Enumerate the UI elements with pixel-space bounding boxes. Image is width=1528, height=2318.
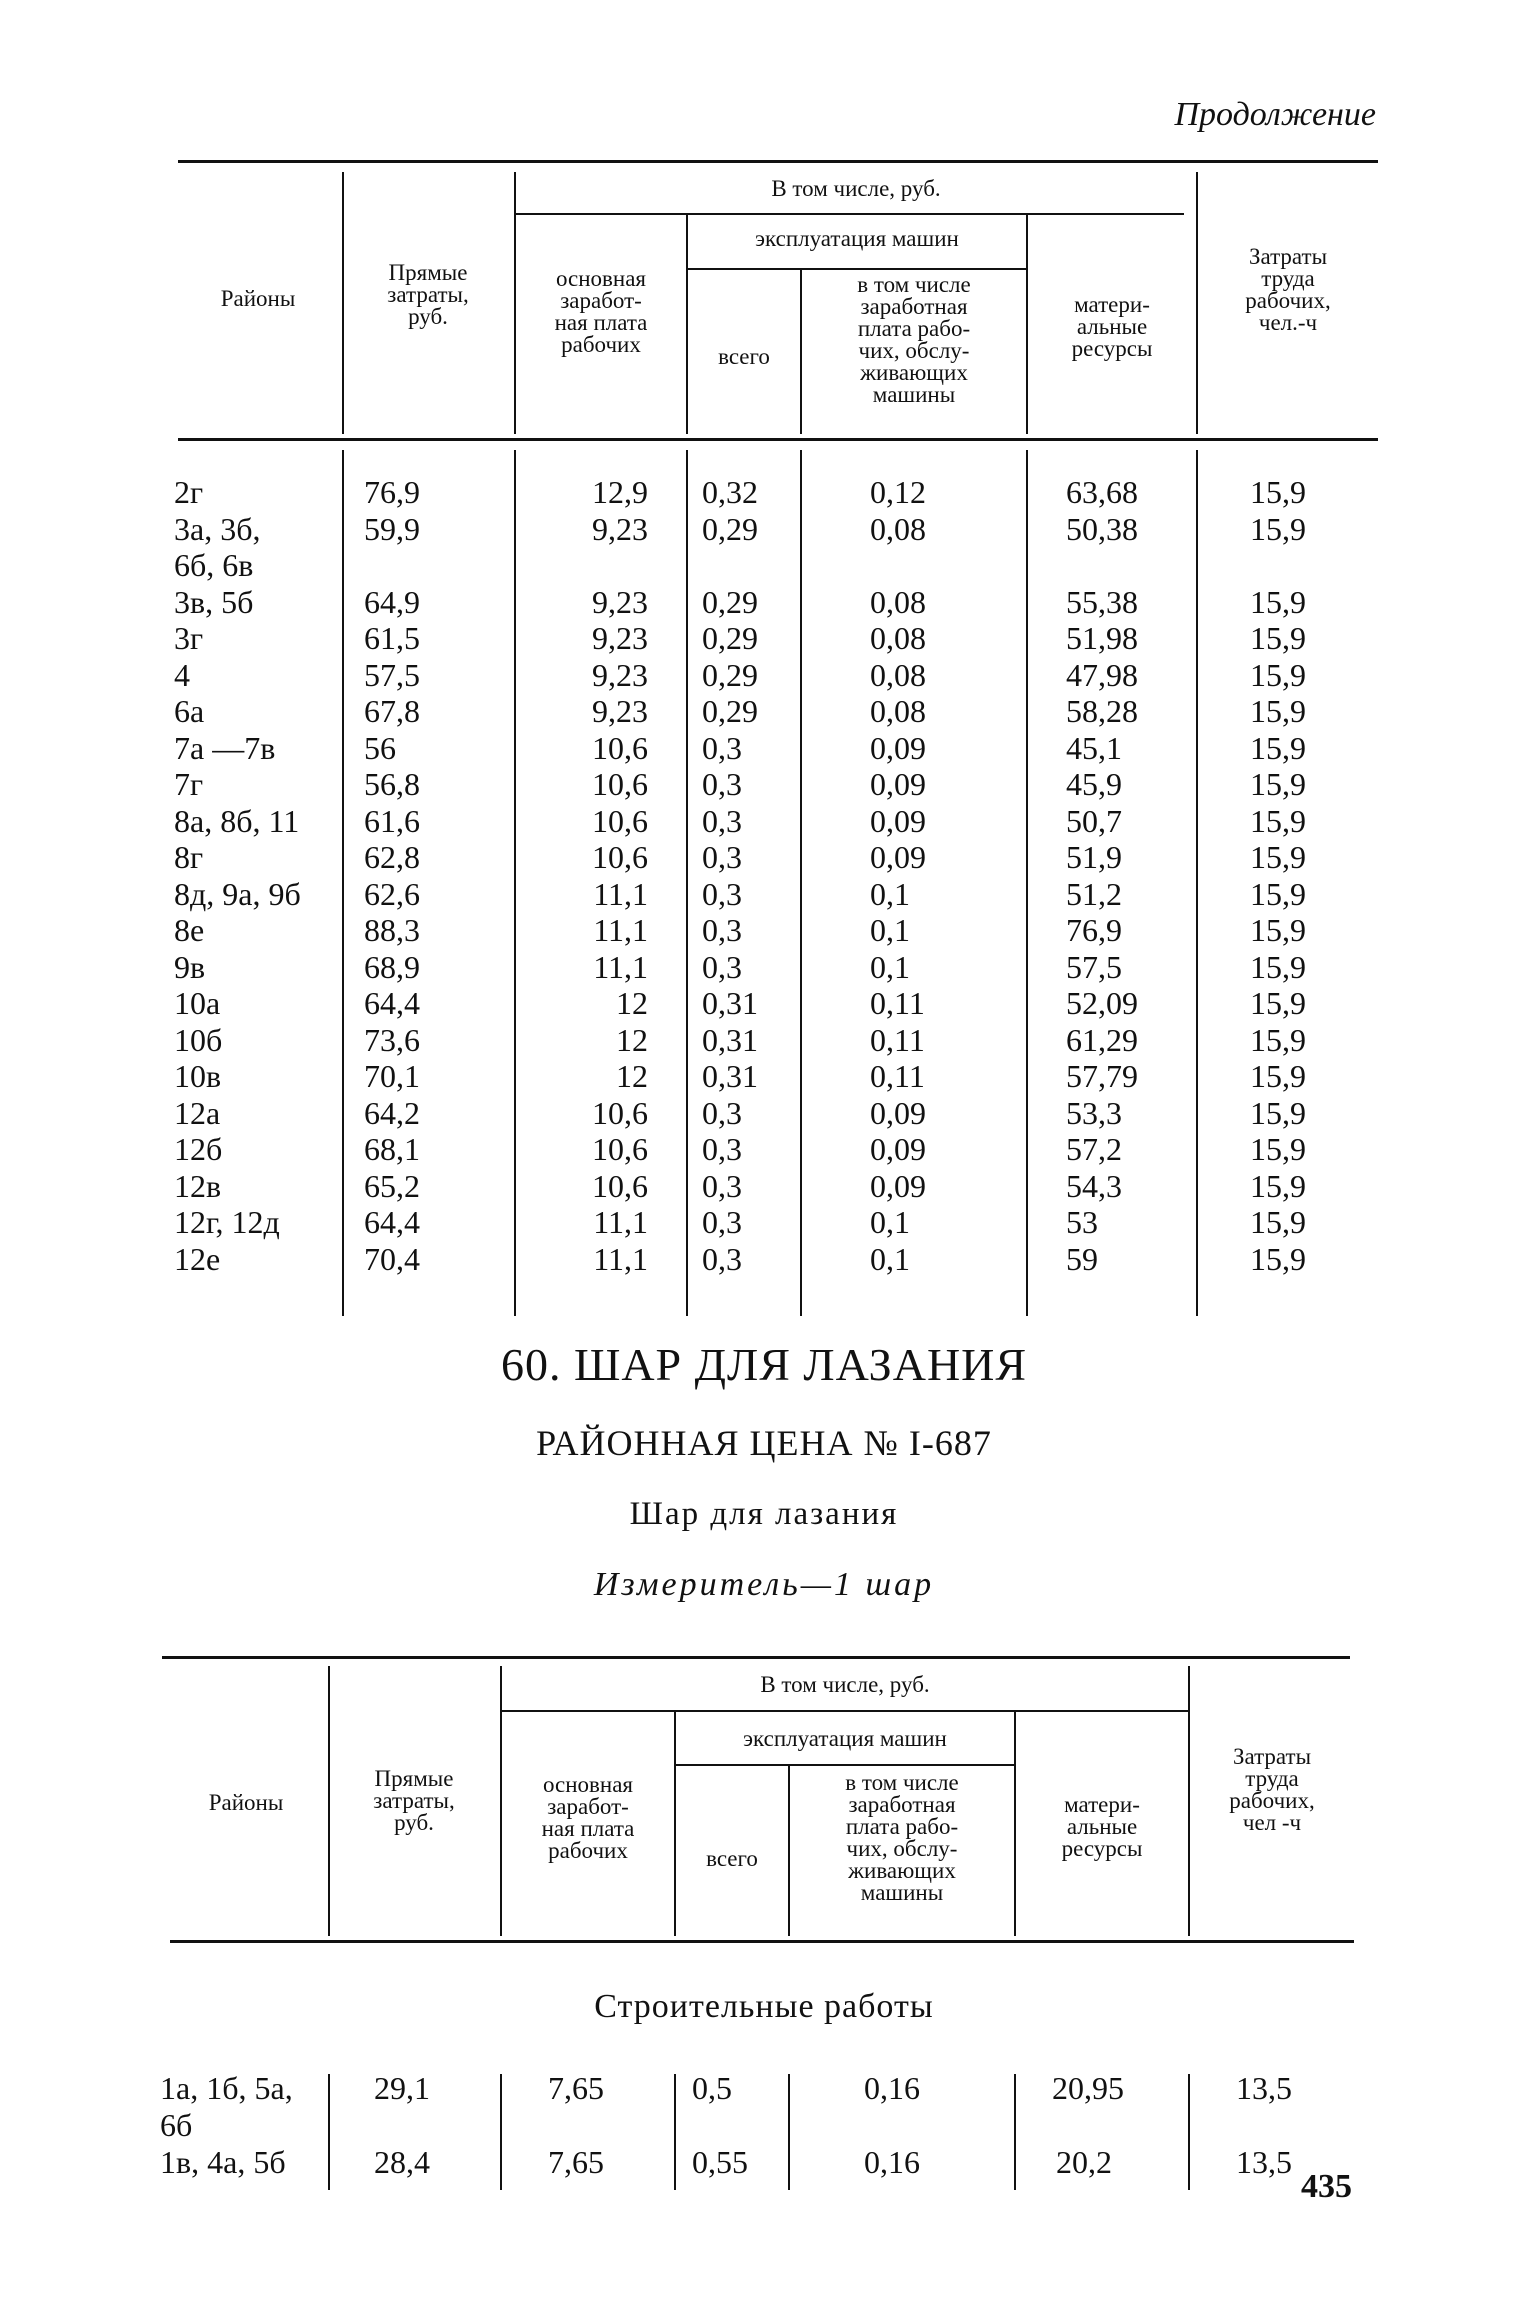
table-cell-machines-wage: 0,08 <box>870 583 926 620</box>
header-v-tom-chisle <box>516 178 1196 200</box>
table-cell-materials: 51,9 <box>1066 839 1122 875</box>
t2-header-materialnye <box>1016 1794 1188 1860</box>
t2-header-osnovnaya <box>502 1774 674 1862</box>
table-cell-machines-total: 0,31 <box>702 1021 758 1058</box>
section-title: 60. ШАР ДЛЯ ЛАЗАНИЯ <box>500 1339 1028 1390</box>
table-cell-labor: 15,9 <box>1250 1240 1306 1277</box>
table-cell-machines-total: 0,3 <box>702 802 742 839</box>
table-cell-direct: 61,5 <box>364 620 420 656</box>
table-cell-direct: 57,5 <box>364 656 420 693</box>
table-cell-wage: 9,23 <box>592 583 648 620</box>
t1-bv2 <box>514 450 516 1316</box>
t2-region-line: 6б <box>160 2107 193 2143</box>
table-cell-wage: 10,6 <box>592 1167 648 1204</box>
header-line: чих, обслу- <box>858 338 970 363</box>
table-cell-machines-wage: 0,09 <box>870 729 926 766</box>
table1-col-region <box>174 474 340 1277</box>
table-cell-direct: 73,6 <box>364 1021 420 1058</box>
header-pryamye <box>344 262 512 328</box>
t1-bv1 <box>342 450 344 1316</box>
header-line: живающих <box>860 360 968 385</box>
header-line: плата рабо- <box>857 316 971 341</box>
table-cell-region: 4 <box>174 656 190 693</box>
table-cell-machines-total: 0,29 <box>702 693 758 729</box>
header-line: матери- <box>1064 1792 1140 1817</box>
header-line: Затраты <box>1248 244 1328 269</box>
table-cell-region: 10а <box>174 985 221 1021</box>
table-cell-labor: 15,9 <box>1250 693 1306 729</box>
t2-bv3 <box>674 2074 676 2190</box>
table-cell-direct: 67,8 <box>364 693 420 729</box>
header-vsego-text: всего <box>718 344 770 369</box>
table-cell-direct: 68,9 <box>364 948 420 985</box>
header-line: заработная <box>860 294 968 319</box>
table-cell-wage: 9,23 <box>592 510 648 547</box>
t2-bv4 <box>788 2074 790 2190</box>
table-cell-materials: 55,38 <box>1066 583 1138 620</box>
table-cell-wage: 12 <box>616 985 648 1021</box>
table-cell-direct: 64,9 <box>364 583 420 620</box>
table-cell-direct: 70,4 <box>364 1240 420 1277</box>
table-cell-region: 12е <box>174 1240 221 1277</box>
header-v-tom-chisle-text: В том числе, руб. <box>771 176 941 201</box>
table-cell-labor: 15,9 <box>1250 729 1306 766</box>
table1-machines-rule <box>686 268 1026 270</box>
header-line: машины <box>872 382 956 407</box>
table-cell-materials: 45,9 <box>1066 766 1122 802</box>
table-cell-wage: 11,1 <box>593 1204 648 1240</box>
header-line: заработ- <box>560 288 642 313</box>
table-cell-materials: 51,98 <box>1066 620 1138 656</box>
t2-row2-machines-total: 0,55 <box>692 2144 748 2180</box>
header-line: основная <box>555 266 647 291</box>
table-cell-direct: 64,4 <box>364 1204 420 1240</box>
table2-header-rule <box>170 1940 1354 1943</box>
t2-row2-region: 1в, 4а, 5б <box>160 2144 286 2180</box>
table1-col-direct <box>364 474 474 1277</box>
table-cell-direct: 76,9 <box>364 474 420 510</box>
header-line: рабочих <box>561 332 641 357</box>
header-line: чел.-ч <box>1258 310 1318 335</box>
table-cell-materials: 76,9 <box>1066 912 1122 948</box>
table-cell-wage: 10,6 <box>592 1094 648 1131</box>
header-ekspluatatsiya-text: эксплуатация машин <box>755 226 959 251</box>
table2-group-rule <box>502 1710 1188 1712</box>
table-cell-region: 8е <box>174 912 205 948</box>
t2-header-rayony <box>166 1792 326 1814</box>
table-cell-region: 8а, 8б, 11 <box>174 802 300 839</box>
table-cell-machines-wage: 0,12 <box>870 474 926 510</box>
table-cell-machines-wage: 0,11 <box>870 1021 925 1058</box>
table-cell-region: 10в <box>174 1058 222 1094</box>
table-cell-region: 6а <box>174 693 205 729</box>
t2-header-v-tom-chisle-text: В том числе, руб. <box>760 1672 930 1697</box>
table-cell-labor: 15,9 <box>1250 510 1306 547</box>
header-line: рабочих <box>548 1838 628 1863</box>
table-cell-region: 3г <box>174 620 204 656</box>
table-cell-region: 2г <box>174 474 204 510</box>
table-cell-region: 12а <box>174 1094 221 1131</box>
header-line: затраты, <box>387 282 469 307</box>
t2-row1-wage: 7,65 <box>548 2070 604 2106</box>
table-cell-wage: 10,6 <box>592 766 648 802</box>
table1-top-rule <box>178 160 1378 163</box>
table-cell-materials: 47,98 <box>1066 656 1138 693</box>
table1-col-machines-total <box>702 474 798 1277</box>
header-line: руб. <box>408 304 448 329</box>
table-cell-machines-wage: 0,1 <box>870 912 910 948</box>
t2-header-ekspluatatsiya <box>676 1728 1014 1750</box>
header-line: руб. <box>394 1810 434 1835</box>
table-cell-machines-total: 0,31 <box>702 1058 758 1094</box>
table-cell-labor <box>1250 547 1360 584</box>
t2-row1-labor: 13,5 <box>1236 2070 1292 2106</box>
table-cell-materials: 53 <box>1066 1204 1098 1240</box>
table-cell-machines-total: 0,3 <box>702 1094 742 1131</box>
table-cell-wage: 10,6 <box>592 839 648 875</box>
table-cell-materials: 61,29 <box>1066 1021 1138 1058</box>
table-cell-labor: 15,9 <box>1250 802 1306 839</box>
table-cell-machines-total: 0,3 <box>702 1240 742 1277</box>
table-cell-labor: 15,9 <box>1250 912 1306 948</box>
t2-header-rayony-text: Районы <box>208 1790 284 1815</box>
table-cell-materials <box>1066 547 1186 584</box>
table-cell-region: 3а, 3б, <box>174 510 261 547</box>
price-number: РАЙОННАЯ ЦЕНА № I-687 <box>536 1423 992 1463</box>
table-cell-labor: 15,9 <box>1250 766 1306 802</box>
table-cell-region: 12б <box>174 1131 223 1167</box>
t2-header-v-tom-chisle <box>502 1674 1188 1696</box>
t1-bv4 <box>800 450 802 1316</box>
header-v-tom-chisle-zarplata <box>802 274 1026 406</box>
header-line: заработ- <box>547 1794 629 1819</box>
header-line: альные <box>1076 314 1148 339</box>
header-line: заработная <box>848 1792 956 1817</box>
table-cell-region: 10б <box>174 1021 223 1058</box>
header-line: ная плата <box>541 1816 635 1841</box>
table-cell-region: 8д, 9а, 9б <box>174 875 301 912</box>
table-cell-labor: 15,9 <box>1250 1021 1306 1058</box>
table-cell-labor: 15,9 <box>1250 656 1306 693</box>
t2-header-pryamye <box>330 1768 498 1834</box>
table-cell-machines-wage: 0,11 <box>870 985 925 1021</box>
table-cell-machines-wage: 0,09 <box>870 1167 926 1204</box>
table-cell-machines-wage: 0,09 <box>870 1131 926 1167</box>
table-cell-direct: 59,9 <box>364 510 420 547</box>
table-cell-machines-wage: 0,1 <box>870 875 910 912</box>
table-cell-machines-total: 0,3 <box>702 948 742 985</box>
table-cell-machines-wage: 0,09 <box>870 766 926 802</box>
table-cell-region: 7а —7в <box>174 729 276 766</box>
table-cell-machines-total: 0,29 <box>702 620 758 656</box>
table-cell-wage: 11,1 <box>593 912 648 948</box>
subsection-title: Строительные работы <box>594 1988 934 2025</box>
table-cell-region: 12г, 12д <box>174 1204 280 1240</box>
table-cell-machines-total <box>702 547 798 584</box>
header-line: чел -ч <box>1242 1810 1302 1835</box>
table-cell-machines-wage: 0,1 <box>870 948 910 985</box>
header-line: в том числе <box>857 272 971 297</box>
table-cell-region: 3в, 5б <box>174 583 254 620</box>
table-cell-machines-total: 0,3 <box>702 912 742 948</box>
table-cell-labor: 15,9 <box>1250 839 1306 875</box>
table-cell-materials: 50,7 <box>1066 802 1122 839</box>
header-vsego <box>688 346 800 368</box>
table-cell-materials: 63,68 <box>1066 474 1138 510</box>
table-cell-direct: 64,4 <box>364 985 420 1021</box>
table-cell-materials: 54,3 <box>1066 1167 1122 1204</box>
table-cell-wage: 10,6 <box>592 1131 648 1167</box>
header-ekspluatatsiya <box>688 228 1026 250</box>
t1-bv5 <box>1026 450 1028 1316</box>
table-cell-machines-total: 0,3 <box>702 729 742 766</box>
table-cell-wage: 11,1 <box>593 948 648 985</box>
table-cell-machines-wage: 0,1 <box>870 1204 910 1240</box>
t2-row2-wage: 7,65 <box>548 2144 604 2180</box>
table-cell-direct: 88,3 <box>364 912 420 948</box>
t2-header-zatraty-truda <box>1190 1746 1354 1834</box>
table1-col-materials <box>1066 474 1186 1277</box>
table-cell-direct: 61,6 <box>364 802 420 839</box>
table-cell-machines-total: 0,29 <box>702 656 758 693</box>
table-cell-region: 8г <box>174 839 204 875</box>
header-line: рабочих, <box>1229 1788 1315 1813</box>
table-cell-machines-total: 0,3 <box>702 839 742 875</box>
header-line: альные <box>1066 1814 1138 1839</box>
t2-region-line: 1а, 1б, 5а, <box>160 2070 293 2106</box>
table-cell-region: 12в <box>174 1167 222 1204</box>
table1-col-labor <box>1250 474 1360 1277</box>
table-cell-wage <box>520 547 648 584</box>
table-cell-materials: 45,1 <box>1066 729 1122 766</box>
page-number: 435 <box>1301 2168 1352 2205</box>
t2-header-v-tom-chisle-zarplata <box>790 1772 1014 1904</box>
t2-row1-materials: 20,95 <box>1052 2070 1124 2106</box>
item-name: Шар для лазания <box>629 1496 899 1532</box>
table-cell-machines-total: 0,3 <box>702 1167 742 1204</box>
header-line: труда <box>1245 1766 1299 1791</box>
table-cell-machines-wage: 0,1 <box>870 1240 910 1277</box>
t2-row2-materials: 20,2 <box>1056 2144 1112 2180</box>
t2-row1-region <box>160 2070 328 2144</box>
table-cell-materials: 58,28 <box>1066 693 1138 729</box>
table-cell-labor: 15,9 <box>1250 620 1306 656</box>
table-cell-region: 7г <box>174 766 204 802</box>
table-cell-direct: 68,1 <box>364 1131 420 1167</box>
header-line: основная <box>542 1772 634 1797</box>
header-line: Прямые <box>374 1766 454 1791</box>
table-cell-machines-wage: 0,08 <box>870 656 926 693</box>
table-cell-labor: 15,9 <box>1250 1131 1306 1167</box>
table-cell-direct: 65,2 <box>364 1167 420 1204</box>
table-cell-machines-wage: 0,09 <box>870 1094 926 1131</box>
table-cell-wage: 10,6 <box>592 729 648 766</box>
header-line: затраты, <box>373 1788 455 1813</box>
table-cell-materials: 52,09 <box>1066 985 1138 1021</box>
table-cell-region: 6б, 6в <box>174 547 254 583</box>
table-cell-wage: 9,23 <box>592 693 648 729</box>
table-cell-machines-total: 0,3 <box>702 1204 742 1240</box>
table-cell-direct: 62,6 <box>364 875 420 912</box>
table-cell-materials: 50,38 <box>1066 510 1138 547</box>
table-cell-wage: 12 <box>616 1021 648 1058</box>
header-line: чих, обслу- <box>846 1836 958 1861</box>
t2-bv2 <box>500 2074 502 2190</box>
table-cell-machines-wage: 0,08 <box>870 510 926 547</box>
header-line: машины <box>860 1880 944 1905</box>
t2-bv5 <box>1014 2074 1016 2190</box>
t1-bv3 <box>686 450 688 1316</box>
table-cell-direct: 70,1 <box>364 1058 420 1094</box>
t1-bv6 <box>1196 450 1198 1316</box>
header-osnovnaya <box>516 268 686 356</box>
table2-top-rule <box>162 1656 1350 1659</box>
table-cell-machines-wage: 0,09 <box>870 839 926 875</box>
table-cell-labor: 15,9 <box>1250 875 1306 912</box>
table-cell-materials: 57,5 <box>1066 948 1122 985</box>
t2-bv1 <box>328 2074 330 2190</box>
table-cell-wage: 11,1 <box>593 875 648 912</box>
table1-col-machines-wage <box>870 474 990 1277</box>
table-cell-machines-total: 0,29 <box>702 510 758 547</box>
table-cell-direct: 62,8 <box>364 839 420 875</box>
t2-row1-machines-wage: 0,16 <box>864 2070 920 2106</box>
table-cell-wage: 12 <box>616 1058 648 1094</box>
t2-bv6 <box>1188 2074 1190 2190</box>
header-line: ная плата <box>554 310 648 335</box>
header-line: Затраты <box>1232 1744 1312 1769</box>
table-cell-wage: 9,23 <box>592 656 648 693</box>
table-cell-machines-total: 0,31 <box>702 985 758 1021</box>
table-cell-materials: 57,2 <box>1066 1131 1122 1167</box>
t2-row2-labor: 13,5 <box>1236 2144 1292 2180</box>
table-cell-labor: 15,9 <box>1250 948 1306 985</box>
table-cell-labor: 15,9 <box>1250 474 1306 510</box>
table-cell-machines-wage: 0,09 <box>870 802 926 839</box>
table-cell-direct <box>364 547 474 584</box>
table-cell-labor: 15,9 <box>1250 583 1306 620</box>
header-rayony <box>178 288 338 310</box>
t2-header-vsego-text: всего <box>706 1846 758 1871</box>
continuation-label: Продолжение <box>1174 96 1376 133</box>
header-line: матери- <box>1074 292 1150 317</box>
table-cell-direct: 64,2 <box>364 1094 420 1131</box>
t2-row2-machines-wage: 0,16 <box>864 2144 920 2180</box>
header-materialnye <box>1028 294 1196 360</box>
table-cell-labor: 15,9 <box>1250 1204 1306 1240</box>
header-line: ресурсы <box>1071 336 1153 361</box>
table-cell-materials: 51,2 <box>1066 875 1122 912</box>
table-cell-wage: 9,23 <box>592 620 648 656</box>
unit-measure: Измеритель—1 шар <box>593 1566 935 1603</box>
t2-row2-direct: 28,4 <box>374 2144 430 2180</box>
header-line: плата рабо- <box>845 1814 959 1839</box>
table-cell-machines-wage: 0,11 <box>870 1058 925 1094</box>
table-cell-machines-wage <box>870 547 990 584</box>
table-cell-machines-total: 0,32 <box>702 474 758 510</box>
header-line: в том числе <box>845 1770 959 1795</box>
table-cell-machines-total: 0,3 <box>702 766 742 802</box>
header-line: живающих <box>848 1858 956 1883</box>
table2-machines-rule <box>674 1764 1014 1766</box>
table-cell-machines-total: 0,3 <box>702 875 742 912</box>
header-zatraty-truda <box>1198 246 1378 334</box>
header-line: Прямые <box>388 260 468 285</box>
table-cell-wage: 10,6 <box>592 802 648 839</box>
t2-header-vsego <box>676 1848 788 1870</box>
table-cell-materials: 59 <box>1066 1240 1098 1277</box>
table1-header-rule <box>178 438 1378 441</box>
header-line: рабочих, <box>1245 288 1331 313</box>
table-cell-labor: 15,9 <box>1250 1094 1306 1131</box>
table-cell-direct: 56 <box>364 729 396 766</box>
t2-row1-machines-total: 0,5 <box>692 2070 732 2106</box>
table-cell-region: 9в <box>174 948 206 985</box>
table-cell-wage: 12,9 <box>592 474 648 510</box>
table-cell-machines-wage: 0,08 <box>870 620 926 656</box>
table-cell-labor: 15,9 <box>1250 985 1306 1021</box>
t2-header-ekspluatatsiya-text: эксплуатация машин <box>743 1726 947 1751</box>
header-line: труда <box>1261 266 1315 291</box>
table1-group-rule <box>514 213 1184 215</box>
table1-col-wage <box>520 474 648 1277</box>
table-cell-direct: 56,8 <box>364 766 420 802</box>
table-cell-materials: 53,3 <box>1066 1094 1122 1131</box>
header-line: ресурсы <box>1061 1836 1143 1861</box>
table-cell-materials: 57,79 <box>1066 1058 1138 1094</box>
header-rayony-text: Районы <box>220 286 296 311</box>
table-cell-labor: 15,9 <box>1250 1167 1306 1204</box>
table-cell-machines-total: 0,29 <box>702 583 758 620</box>
table-cell-machines-wage: 0,08 <box>870 693 926 729</box>
table-cell-machines-total: 0,3 <box>702 1131 742 1167</box>
table-cell-labor: 15,9 <box>1250 1058 1306 1094</box>
table-cell-wage: 11,1 <box>593 1240 648 1277</box>
t2-row1-direct: 29,1 <box>374 2070 430 2106</box>
